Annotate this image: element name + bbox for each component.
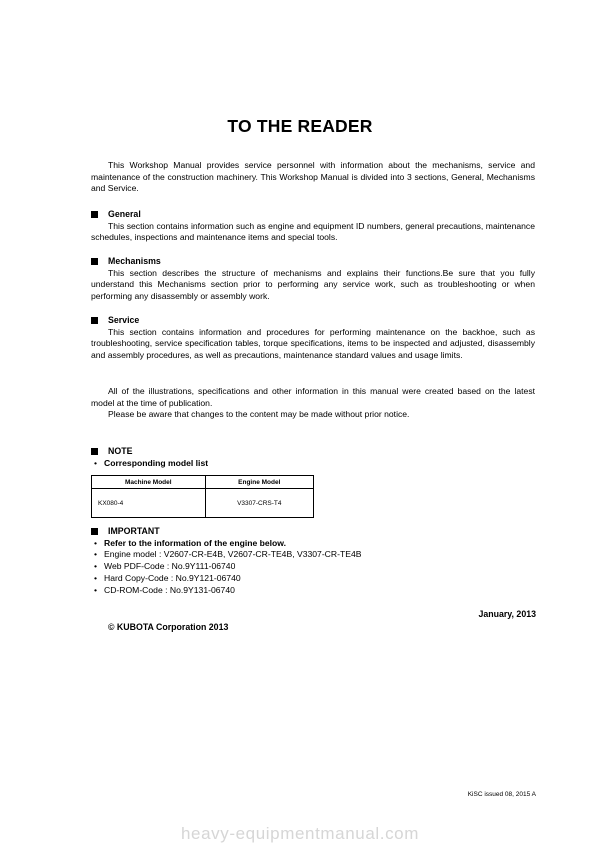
table-header-engine-model: Engine Model (205, 476, 313, 489)
section-text: This section contains information such as engine and equipment ID numbers, general precautions, maintenance schedules, inspections and maintenance items and special tools. (91, 220, 535, 243)
issued-code: KiSC issued 08, 2015 A (467, 791, 536, 798)
section-mechanisms (91, 256, 535, 303)
important-block (91, 526, 535, 596)
note-block (91, 446, 535, 469)
section-heading: Mechanisms (108, 256, 161, 266)
important-bullet-text: CD-ROM-Code : No.9Y131-06740 (104, 584, 235, 595)
square-bullet-icon (91, 211, 98, 218)
page-title: TO THE READER (227, 116, 373, 136)
bullet-dot-icon: • (94, 561, 98, 572)
list-item (91, 458, 535, 470)
important-bullet-text: Engine model : V2607-CR-E4B, V2607-CR-TE4B, V3307-CR-TE4B (104, 549, 362, 560)
note-heading: NOTE (108, 446, 133, 456)
section-heading: Service (108, 315, 140, 325)
section-text: This section describes the structure of mechanisms and explains their functions.Be sure that you fully understand this Mechanisms section prior to performing any service work, such as troubleshooting or when performing any disassembly or assembly work. (91, 267, 535, 302)
section-service (91, 315, 535, 362)
closing-paragraph: All of the illustrations, specifications and other information in this manual were created based on the latest model at the time of publication. (91, 386, 535, 408)
model-list-table (91, 475, 314, 518)
intro-paragraph: This Workshop Manual provides service personnel with information about the mechanisms, service and maintenance of the construction machinery. This Workshop Manual is divided into 3 sections, General, Mechanisms and Service. (91, 160, 535, 194)
square-bullet-icon (91, 448, 98, 455)
bullet-dot-icon: • (94, 457, 98, 468)
list-item (91, 585, 535, 597)
closing-block (91, 386, 535, 421)
copyright-notice: © KUBOTA Corporation 2013 (108, 622, 229, 632)
bullet-dot-icon: • (94, 549, 98, 560)
section-text: This section contains information and procedures for performing maintenance on the backhoe, such as troubleshooting, service specification tables, torque specifications, items to be inspected and adjusted, disassembly and assembly procedures, as well as precautions, maintenance standard values and usage limits. (91, 326, 535, 361)
list-item (91, 549, 535, 561)
bullet-dot-icon: • (94, 584, 98, 595)
section-general (91, 209, 535, 244)
list-item (91, 561, 535, 573)
closing-paragraph: Please be aware that changes to the content may be made without prior notice. (108, 409, 410, 420)
table-header-row (92, 476, 314, 489)
important-heading: IMPORTANT (108, 526, 160, 536)
bullet-dot-icon: • (94, 537, 98, 548)
table-header-machine-model: Machine Model (92, 476, 206, 489)
square-bullet-icon (91, 258, 98, 265)
list-item (91, 538, 535, 550)
publication-date: January, 2013 (478, 609, 536, 619)
important-bullet-text: Refer to the information of the engine below. (104, 537, 287, 548)
square-bullet-icon (91, 317, 98, 324)
table-row (92, 489, 314, 518)
square-bullet-icon (91, 528, 98, 535)
engine-model-cell: V3307-CRS-T4 (205, 489, 313, 518)
watermark-text: heavy-equipmentmanual.com (180, 824, 419, 843)
bullet-dot-icon: • (94, 572, 98, 583)
machine-model-cell: KX080-4 (92, 489, 206, 518)
important-bullet-text: Web PDF-Code : No.9Y111-06740 (104, 561, 236, 572)
note-bullet-text: Corresponding model list (104, 457, 209, 468)
important-bullet-text: Hard Copy-Code : No.9Y121-06740 (104, 572, 241, 583)
section-heading: General (108, 209, 141, 219)
intro-block (91, 160, 535, 195)
list-item (91, 573, 535, 585)
